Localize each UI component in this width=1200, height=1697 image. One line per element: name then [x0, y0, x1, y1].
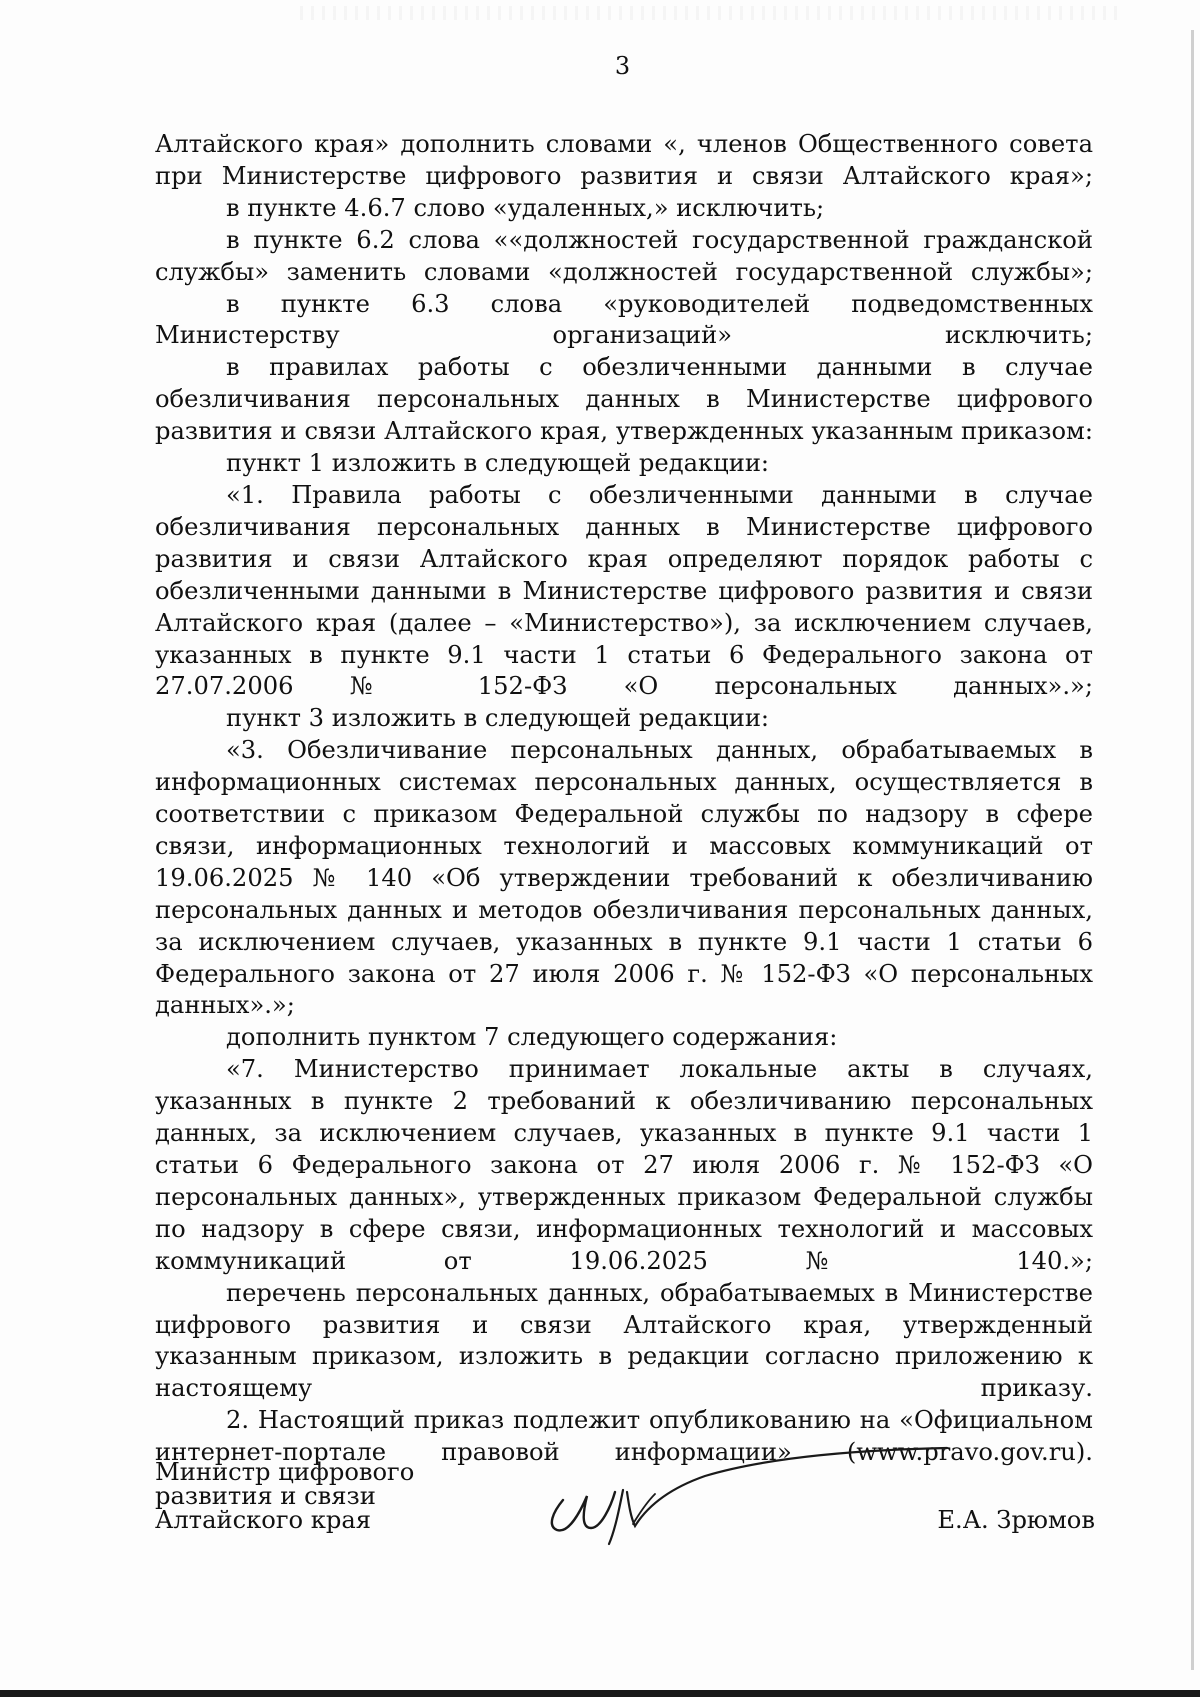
- signatory-title: [155, 1460, 414, 1532]
- paragraph: пункт 1 изложить в следующей редакции:: [226, 449, 770, 478]
- paragraph: Алтайского края» дополнить словами «, членов Общественного совета при Министерстве цифрового развития и связи Алтайского края»;: [155, 130, 1093, 190]
- paragraph: перечень персональных данных, обрабатываемых в Министерстве цифрового развития и связи Алтайского края, утвержденный указанным приказом, изложить в редакции согласно приложению к настоящему приказу.: [155, 1278, 1093, 1403]
- paragraph: в правилах работы с обезличенными данными в случае обезличивания персональных данных в Министерстве цифрового развития и связи Алтайского края, утвержденных указанным приказом:: [155, 353, 1093, 446]
- signature-block: [155, 1460, 1095, 1540]
- signatory-title-line: Алтайского края: [155, 1506, 372, 1534]
- signatory-title-line: Министр цифрового: [155, 1458, 415, 1486]
- page-edge-shadow: [1191, 30, 1194, 1670]
- paragraph: «1. Правила работы с обезличенными данными в случае обезличивания персональных данных в Министерстве цифрового развития и связи Алтайского края определяют порядок работы с обезличенными данными в Министерстве цифрового развития и связи Алтайского края (далее – «Министерство»), за исключением случаев, указанных в пункте 9.1 части 1 статьи 6 Федерального закона от 27.07.2006 № 152-ФЗ «О персональных данных».»;: [155, 480, 1093, 701]
- paragraph: «3. Обезличивание персональных данных, обрабатываемых в информационных системах персональных данных, осуществляется в соответствии с приказом Федеральной службы по надзору в сфере связи, информационных технологий и массовых коммуникаций от 19.06.2025 № 140 «Об утверждении требований к обезличиванию персональных данных и методов обезличивания персональных данных, за исключением случаев, указанных в пункте 9.1 части 1 статьи 6 Федерального закона от 27 июля 2006 г. № 152-ФЗ «О персональных данных».»;: [155, 736, 1093, 1020]
- scan-bottom-edge: [0, 1690, 1200, 1697]
- paragraph: 2. Настоящий приказ подлежит опубликованию на «Официальном интернет-портале правовой информации» (www.pravo.gov.ru).: [155, 1406, 1093, 1467]
- paragraph: в пункте 6.3 слова «руководителей подведомственных Министерству организаций» исключить;: [155, 289, 1093, 350]
- paragraph: в пункте 4.6.7 слово «удаленных,» исключить;: [226, 193, 825, 222]
- signatory-title-line: развития и связи: [155, 1482, 376, 1510]
- document-body: [155, 129, 1093, 1469]
- paragraph: в пункте 6.2 слова ««должностей государственной гражданской службы» заменить словами «должностей государственной службы»;: [155, 225, 1093, 286]
- page-number: 3: [614, 52, 631, 80]
- paragraph: пункт 3 изложить в следующей редакции:: [226, 704, 770, 733]
- scan-artifact: [300, 6, 1120, 20]
- handwritten-signature: [535, 1440, 995, 1550]
- signatory-name: Е.А. Зрюмов: [937, 1506, 1095, 1534]
- paragraph: дополнить пунктом 7 следующего содержания:: [226, 1023, 838, 1052]
- paragraph: «7. Министерство принимает локальные акты в случаях, указанных в пункте 2 требований к обезличиванию персональных данных, за исключением случаев, указанных в пункте 9.1 части 1 статьи 6 Федерального закона от 27 июля 2006 г. № 152-ФЗ «О персональных данных», утвержденных приказом Федеральной службы по надзору в сфере связи, информационных технологий и массовых коммуникаций от 19.06.2025 № 140.»;: [155, 1055, 1093, 1275]
